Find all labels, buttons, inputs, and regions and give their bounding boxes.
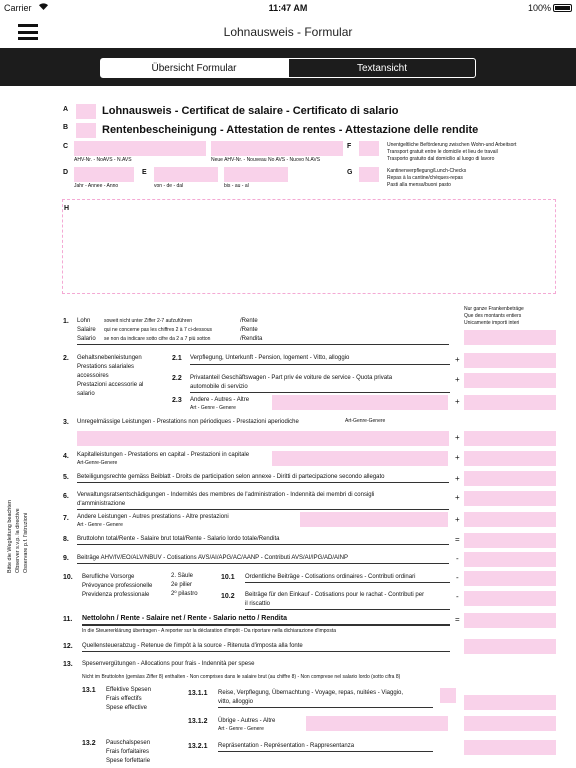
row-13-1-1-rule [218, 707, 433, 708]
row-11-equals: = [455, 615, 460, 624]
column-heading-1: Nur ganze Frankenbeträge [464, 306, 524, 312]
ahv-new-label: Neue AHV-Nr. - Nouveau No AVS - Nuovo N.AVS [211, 157, 321, 163]
row-10-2-label-b: il riscattio [245, 601, 271, 607]
row-9-label: Beiträge AHV/IV/EO/ALV/NBUV - Cotisations AVS/AI/APG/AC/AANP - Contributi AVS/AI/IPG/AD/AINP [77, 555, 348, 561]
row-10-pillar-3: 2º pilastro [171, 591, 198, 597]
field-letter-g: G [347, 169, 353, 176]
row-1-e: qui ne concerne pas les chiffres 2 à 7 ci-dessous [104, 327, 213, 333]
row-13-1-c: Spese effective [106, 705, 147, 711]
row-2-3-number: 2.3 [172, 397, 182, 404]
battery-icon [553, 4, 572, 12]
row-3-plus: + [455, 433, 460, 442]
from-field[interactable] [154, 167, 218, 182]
row-4-plus: + [455, 453, 460, 462]
tab-overview[interactable]: Übersicht Formular [100, 58, 288, 78]
row-5-amount[interactable] [464, 471, 556, 486]
row-8-rule [77, 544, 449, 545]
row-13-1-1-label-a: Reise, Verpflegung, Übernachtung - Voyage, repas, nuitées - Viaggio, [218, 690, 404, 696]
row-13-1-1-number: 13.1.1 [188, 690, 208, 697]
row-2-1-label: Verpflegung, Unterkunft - Pension, logement - Vitto, alloggio [190, 355, 350, 361]
field-letter-c: C [63, 143, 69, 150]
from-label: von - de - dal [154, 183, 184, 189]
row-6-label: Verwaltungsratsentschädigungen - Indernités des membres de l'administration - Indennità dei membri di consigli [77, 492, 375, 498]
row-10-1-amount[interactable] [464, 571, 556, 586]
ahv-old-label: AHV-Nr. - NoAVS - N.AVS [74, 157, 132, 163]
row-13-1-a: Effektive Spesen [106, 687, 151, 693]
row-1-g: /Rente [240, 318, 258, 324]
row-10-1-minus: - [456, 573, 459, 582]
row-13-2-a: Pauschalspesen [106, 740, 151, 746]
row-7-number: 7. [63, 515, 69, 522]
row-2-a: Gehaltsnebenleistungen [77, 355, 142, 361]
row-2-2-number: 2.2 [172, 375, 182, 382]
row-12-label: Quellensteuerabzug - Retenue de l'impôt à la source - Ritenuta d'imposta alla fonte [82, 643, 303, 649]
row-3-label: Unregelmässige Leistungen - Prestations non périodiques - Prestazioni aperiodiche [77, 419, 299, 425]
row-3-type-field[interactable] [77, 431, 449, 446]
row-9-rule [77, 563, 449, 564]
year-label: Jahr - Annee - Anno [74, 183, 119, 189]
row-8-equals: = [455, 535, 460, 544]
field-letter-h: H [64, 205, 70, 212]
row-10-a: Berufliche Vorsorge [82, 574, 135, 580]
row-11-amount[interactable] [464, 613, 556, 628]
row-7-amount[interactable] [464, 512, 556, 527]
row-10-1-rule [245, 582, 450, 583]
page-title: Lohnausweis - Formular [223, 25, 353, 39]
row-2-1-plus: + [455, 355, 460, 364]
tab-text-view[interactable]: Textansicht [288, 58, 476, 78]
row-1-b: Salaire [77, 327, 96, 333]
row-2-3-label-b: Art - Genre - Genere [190, 405, 236, 411]
field-letter-a: A [63, 106, 69, 113]
row-13-1-2-amount[interactable] [464, 716, 556, 731]
side-note-1: Bitte die Wegleitung beachten [7, 500, 13, 573]
row-9-amount[interactable] [464, 552, 556, 567]
row-3-number: 3. [63, 419, 69, 426]
row-2-number: 2. [63, 355, 69, 362]
row-10-2-rule [245, 609, 450, 610]
row-8-label: Bruttolohn total/Rente - Salaire brut total/Rente - Salario lordo totale/Rendita [77, 536, 280, 542]
row-7-type-field[interactable] [300, 512, 448, 527]
row-1-h: /Rente [240, 327, 258, 333]
row-10-2-label-a: Beiträge für den Einkauf - Cotisations pour le rachat - Contributi per [245, 592, 425, 598]
row-13-2-1-label: Repräsentation - Représentation - Rappresentanza [218, 743, 355, 749]
row-6-rule [77, 509, 449, 510]
row-12-rule [82, 651, 450, 652]
row-5-label: Beteiligungsrechte gemäss Beiblatt - Droits de participation selon annexe - Diritti di partecipazione secondo allegato [77, 474, 385, 480]
title-certificate: Lohnausweis - Certificat de salaire - Certificato di salario [102, 105, 399, 117]
row-13-1-1-checkbox[interactable] [440, 688, 456, 703]
row-13-1-b: Frais effectifs [106, 696, 142, 702]
row-7-plus: + [455, 515, 460, 524]
row-2-2-plus: + [455, 375, 460, 384]
column-heading-3: Unicamente importi interi [464, 320, 520, 326]
g-line-2: Repas à la cantine/chèques-repas [387, 175, 463, 181]
battery-percent: 100% [528, 3, 552, 13]
row-8-amount[interactable] [464, 533, 556, 548]
checkbox-g[interactable] [359, 167, 379, 182]
nav-bar [0, 16, 576, 48]
row-13-2-number: 13.2 [82, 740, 96, 747]
row-10-pillar-1: 2. Säule [171, 573, 194, 579]
row-1-amount[interactable] [464, 330, 556, 345]
row-2-3-type-field[interactable] [272, 395, 448, 410]
row-2-1-rule [190, 364, 450, 365]
row-2-d: Prestazioni accessorie al [77, 382, 144, 388]
to-field[interactable] [224, 167, 288, 182]
row-2-3-amount[interactable] [464, 395, 556, 410]
row-13-2-c: Spese forfettarie [106, 758, 151, 764]
row-13-1-1-amount[interactable] [464, 695, 556, 710]
row-13-label: Spesenvergütungen - Allocations pour frais - Indennità per spese [82, 661, 255, 667]
row-13-1-2-number: 13.1.2 [188, 718, 208, 725]
row-3-amount[interactable] [464, 431, 556, 446]
row-11-note: In die Steuererklärung übertragen - A reporter sur la déclaration d'impôt - Da riportare nella dichiarazione d'imposta [82, 628, 336, 634]
row-2-3-plus: + [455, 397, 460, 406]
clock: 11:47 AM [268, 3, 308, 13]
row-2-c: accessoires [77, 373, 109, 379]
segment-bar [0, 48, 576, 86]
title-pension: Rentenbescheinigung - Attestation de rentes - Attestazione delle rendite [102, 124, 479, 136]
row-2-2-rule [190, 392, 450, 393]
row-10-2-amount[interactable] [464, 591, 556, 606]
row-2-e: salario [77, 391, 95, 397]
row-6-amount[interactable] [464, 491, 556, 506]
row-10-2-number: 10.2 [221, 593, 235, 600]
carrier-label: Carrier [4, 3, 32, 13]
row-6-number: 6. [63, 493, 69, 500]
row-2-2-amount[interactable] [464, 373, 556, 388]
row-4-label: Kapitalleistungen - Prestations en capital - Prestazioni in capitale [77, 452, 250, 458]
row-11-number: 11. [63, 616, 73, 623]
row-10-1-number: 10.1 [221, 574, 235, 581]
row-9-minus: - [456, 554, 459, 563]
row-1-rule [77, 344, 449, 345]
row-10-b: Prévoyance professionelle [82, 583, 153, 589]
row-13-1-2-label-b: Art - Genre - Genere [218, 726, 264, 732]
row-10-number: 10. [63, 574, 73, 581]
checkbox-f[interactable] [359, 141, 379, 156]
row-2-b: Prestations salariales [77, 364, 135, 370]
year-field[interactable] [74, 167, 134, 182]
row-1-c: Salario [77, 336, 96, 342]
column-heading-2: Que des montants entiers [464, 313, 522, 319]
row-2-1-amount[interactable] [464, 353, 556, 368]
row-4-genre: Art-Genre-Genere [77, 460, 118, 466]
side-note-3: Osservare p.f. l'istruzioni [23, 512, 29, 573]
row-1-i: /Rendita [240, 336, 263, 342]
side-note [6, 498, 46, 648]
ahv-new-field[interactable] [211, 141, 343, 156]
row-6-plus: + [455, 493, 460, 502]
checkbox-b[interactable] [76, 123, 96, 138]
row-7-label: Andere Leistungen - Autres prestations - Altre prestazioni [77, 514, 229, 520]
row-5-number: 5. [63, 474, 69, 481]
field-letter-f: F [347, 143, 352, 150]
row-13-2-1-amount[interactable] [464, 740, 556, 755]
field-letter-e: E [142, 169, 147, 176]
row-11-label: Nettolohn / Rente - Salaire net / Rente - Salario netto / Rendita [82, 615, 287, 622]
row-13-1-2-type-field[interactable] [306, 716, 448, 731]
row-4-number: 4. [63, 453, 69, 460]
row-4-amount[interactable] [464, 451, 556, 466]
row-10-pillar-2: 2e pilier [171, 582, 193, 588]
row-4-type-field[interactable] [272, 451, 448, 466]
row-1-f: se non da indicare sotto cifre da 2 a 7 più sotton [104, 336, 211, 342]
g-line-3: Pasti alla mensa/buoni pasto [387, 182, 451, 188]
row-2-1-number: 2.1 [172, 355, 182, 362]
address-area[interactable] [62, 199, 556, 294]
row-5-plus: + [455, 474, 460, 483]
row-13-1-2-label-a: Übrige - Autres - Altre [218, 718, 276, 724]
row-2-3-label-a: Andere - Autres - Altre [190, 397, 250, 403]
row-6-label-2: d'amministrazione [77, 501, 126, 507]
ahv-old-field[interactable] [74, 141, 206, 156]
field-letter-d: D [63, 169, 69, 176]
checkbox-a[interactable] [76, 104, 96, 119]
row-10-c: Previdenza professionale [82, 592, 150, 598]
row-1-d: soweit nicht unter Ziffer 2-7 aufzuführen [104, 318, 193, 324]
row-12-amount[interactable] [464, 639, 556, 654]
row-9-number: 9. [63, 555, 69, 562]
f-line-1: Unentgeltliche Beförderung zwischen Wohn-und Arbeitsort [387, 142, 517, 148]
f-line-2: Transport gratuit entre le domicile et lieu de travail [387, 149, 498, 155]
f-line-3: Trasporto gratuito dal domicilio al luogo di lavoro [387, 156, 495, 162]
row-7-genre: Art - Genre - Genere [77, 522, 123, 528]
side-note-2: Observer s.v.p. la directive [15, 508, 21, 573]
row-13-2-1-number: 13.2.1 [188, 743, 208, 750]
row-10-2-minus: - [456, 592, 459, 601]
row-10-1-label: Ordentliche Beiträge - Cotisations ordinaires - Contributi ordinari [245, 574, 416, 580]
row-11-rule [82, 624, 450, 626]
status-bar [0, 0, 576, 16]
row-13-1-1-label-b: vitto, alloggio [218, 699, 254, 705]
row-5-rule [77, 482, 449, 483]
row-1-number: 1. [63, 318, 69, 325]
to-label: bis - au - al [224, 183, 249, 189]
field-letter-b: B [63, 124, 69, 131]
row-12-number: 12. [63, 643, 73, 650]
row-13-2-1-rule [218, 751, 433, 752]
row-3-genre: Art-Genre-Genere [345, 418, 386, 424]
row-13-note: Nicht im Bruttolohn (gemäss Ziffer 8) enthalten - Non comprises dans le salaire brut (au chiffre 8) - Non comprese nel salario lordo (sotto cifra 8) [82, 674, 401, 680]
row-8-number: 8. [63, 536, 69, 543]
row-2-2-label-b: automobile di servizio [190, 384, 248, 390]
row-2-2-label-a: Privatanteil Geschäftswagen - Part priv ée voiture de service - Quota privata [190, 375, 393, 381]
form-canvas [0, 86, 576, 768]
row-13-1-number: 13.1 [82, 687, 96, 694]
g-line-1: Kantinenverpflegung/Lunch-Checks [387, 168, 467, 174]
row-1-a: Lohn [77, 318, 91, 324]
row-13-2-b: Frais forfaitaires [106, 749, 150, 755]
row-13-number: 13. [63, 661, 73, 668]
